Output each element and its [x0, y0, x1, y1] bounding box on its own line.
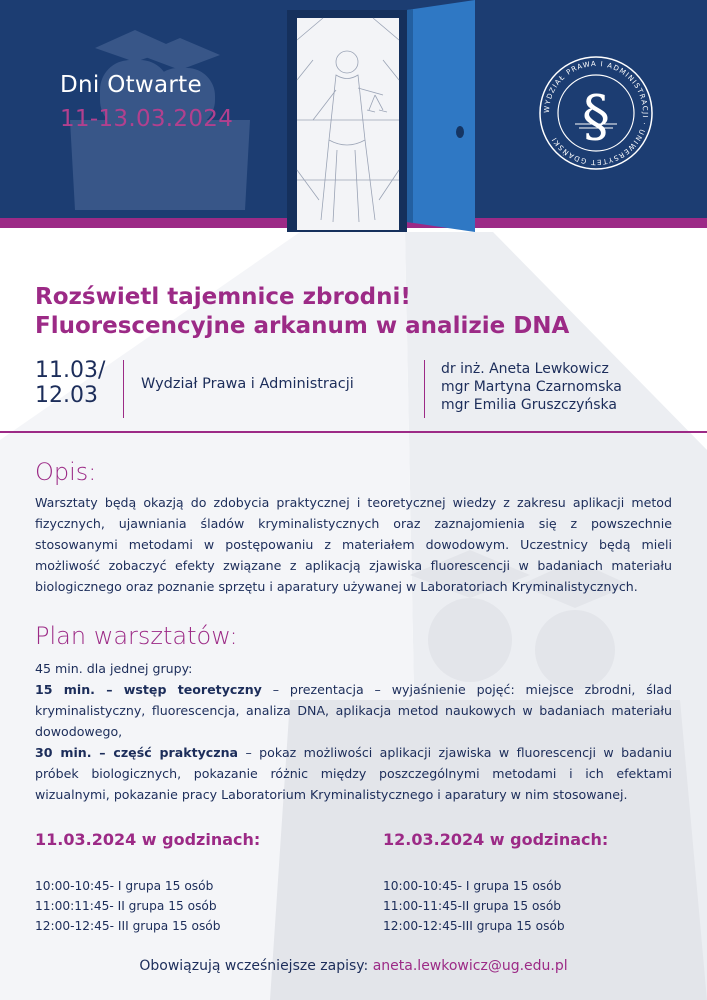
time-slot: 12:00-12:45- III grupa 15 osób [35, 919, 221, 933]
plan-part-2-title: 30 min. – część praktyczna [35, 745, 239, 760]
faculty-logo [535, 52, 657, 174]
day-1-slots [35, 876, 221, 936]
workshop-date-line-2: 12.03 [35, 383, 98, 408]
event-dates: 11-13.03.2024 [60, 106, 234, 132]
door-illustration [283, 0, 493, 250]
plan-part-1-text: – prezentacja – wyjaśnienie pojęć: miejsce zbrodni, ślad kryminalistyczny, fluorescencja, analiza DNA, aplikacja metod naukowych w badaniach materiału dowodowego, [35, 682, 672, 739]
open-door-panel [407, 0, 475, 232]
logo-ring-text: WYDZIAŁ PRAWA I ADMINISTRACJI · UNIWERSYTET GDAŃSKI [542, 59, 650, 167]
day-2-slots [383, 876, 565, 936]
registration-email-link[interactable]: aneta.lewkowicz@ug.edu.pl [372, 958, 568, 974]
day-1-heading: 11.03.2024 w godzinach: [35, 830, 261, 849]
stained-glass-window [297, 18, 399, 230]
registration-label: Obowiązują wcześniejsze zapisy: [139, 958, 373, 974]
instructor-name: dr inż. Aneta Lewkowicz [441, 361, 609, 377]
plan-heading: Plan warsztatów: [35, 622, 238, 650]
faculty-name: Wydział Prawa i Administracji [141, 376, 354, 392]
plan-part-1 [35, 679, 672, 742]
divider [123, 360, 124, 418]
time-slot: 10:00-10:45- I grupa 15 osób [383, 879, 562, 893]
time-slot: 10:00-10:45- I grupa 15 osób [35, 879, 214, 893]
instructor-name: mgr Emilia Gruszczyńska [441, 397, 617, 413]
time-slot: 11:00:11:45- II grupa 15 osób [35, 899, 217, 913]
instructors-list [441, 360, 622, 414]
workshop-date-line-1: 11.03/ [35, 358, 106, 383]
divider [424, 360, 425, 418]
time-slot: 12:00-12:45-III grupa 15 osób [383, 919, 565, 933]
headline-line-1: Rozświetl tajemnice zbrodni! [35, 284, 411, 310]
description-heading: Opis: [35, 458, 97, 486]
event-title: Dni Otwarte [60, 72, 202, 98]
day-2-heading: 12.03.2024 w godzinach: [383, 830, 609, 849]
plan-text [35, 658, 672, 805]
registration-footer [0, 958, 707, 974]
plan-intro: 45 min. dla jednej grupy: [35, 661, 193, 676]
plan-part-2 [35, 742, 672, 805]
headline-line-2: Fluorescencyjne arkanum w analizie DNA [35, 313, 570, 339]
time-slot: 11:00-11:45-II grupa 15 osób [383, 899, 562, 913]
section-sign-icon: § [582, 84, 610, 149]
workshop-info-row [35, 358, 675, 418]
description-text: Warsztaty będą okazją do zdobycia praktycznej i teoretycznej wiedzy z zakresu aplikacji metod fizycznych, ujawniania śladów kryminalistycznych oraz zaznajomienia się z powszechnie stosowanymi metodami w postępowaniu z materiałem dowodowym. Uczestnicy będą mieli możliwość zobaczyć efekty związane z aplikacją zjawiska fluorescencji w badaniach materiału biologicznego oraz poznanie sprzętu i aparatury używanej w Laboratoriach Kryminalistycznych. [35, 495, 672, 594]
plan-part-2-text: – pokaz możliwości aplikacji zjawiska w fluorescencji w badaniu próbek biologicznych, pokazanie różnic między poszczególnymi metodami i ich efektami wizualnymi, pokazanie pracy Laboratorium Kryminalistycznego i aparatury w nim stosowanej. [35, 745, 672, 802]
workshop-dates [35, 358, 105, 408]
door-knob [456, 126, 464, 138]
workshop-headline [35, 283, 569, 341]
instructor-name: mgr Martyna Czarnomska [441, 379, 622, 395]
section-divider [0, 431, 707, 433]
plan-part-1-title: 15 min. – wstęp teoretyczny [35, 682, 262, 697]
